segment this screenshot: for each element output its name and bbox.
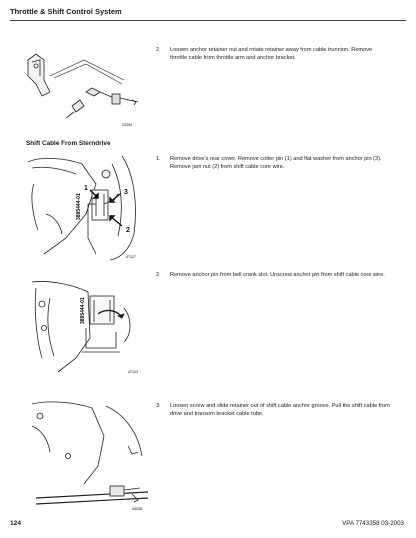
callout-2: 2 <box>126 227 130 234</box>
step-number: 2. <box>156 272 161 278</box>
page-number: 124 <box>10 520 22 527</box>
step-text: Remove anchor pin from bell crank slot. Unscrew anchor pin from shift cable core wire. <box>170 272 385 278</box>
figure-2-code: 47127 <box>126 255 136 259</box>
figure-throttle-cable <box>14 40 144 132</box>
callout-3: 3 <box>124 189 128 196</box>
page-header-title: Throttle & Shift Control System <box>10 7 122 16</box>
figure-2-part-number: 3885444-01 <box>76 193 82 220</box>
figure-3-part-number: 3885444-01 <box>80 297 86 324</box>
figure-4-code: 34038 <box>132 507 142 511</box>
document-id: VPA 7743358 03-2003 <box>342 520 404 527</box>
figure-1-code: 23394 <box>122 123 132 127</box>
step-text: Remove drive's rear cover. Remove cotter pin (1) and flat washer from anchor pin (3). Remove jam nut (2) from shift cable core wire. <box>170 156 382 171</box>
figure-cable-retainer <box>28 396 150 512</box>
figure-bell-crank <box>28 278 148 376</box>
header-divider <box>10 20 406 21</box>
figure-shift-cable-anchor <box>26 154 144 262</box>
step-text: Loosen screw and slide retainer out of shift cable anchor groove. Pull the shift cable from drive and transom bracket cable tube. <box>170 403 390 418</box>
callout-1: 1 <box>84 185 88 192</box>
section-heading-shift-cable: Shift Cable From Sterndrive <box>26 140 111 147</box>
step-number: 1. <box>156 156 161 162</box>
figure-3-code: 47123 <box>128 370 138 374</box>
step-number: 3. <box>156 403 161 409</box>
step-number: 2. <box>156 47 161 53</box>
step-text: Loosen anchor retainer nut and rotate retainer away from cable trunnion. Remove throttle cable from throttle arm and anchor bracket. <box>170 47 373 62</box>
